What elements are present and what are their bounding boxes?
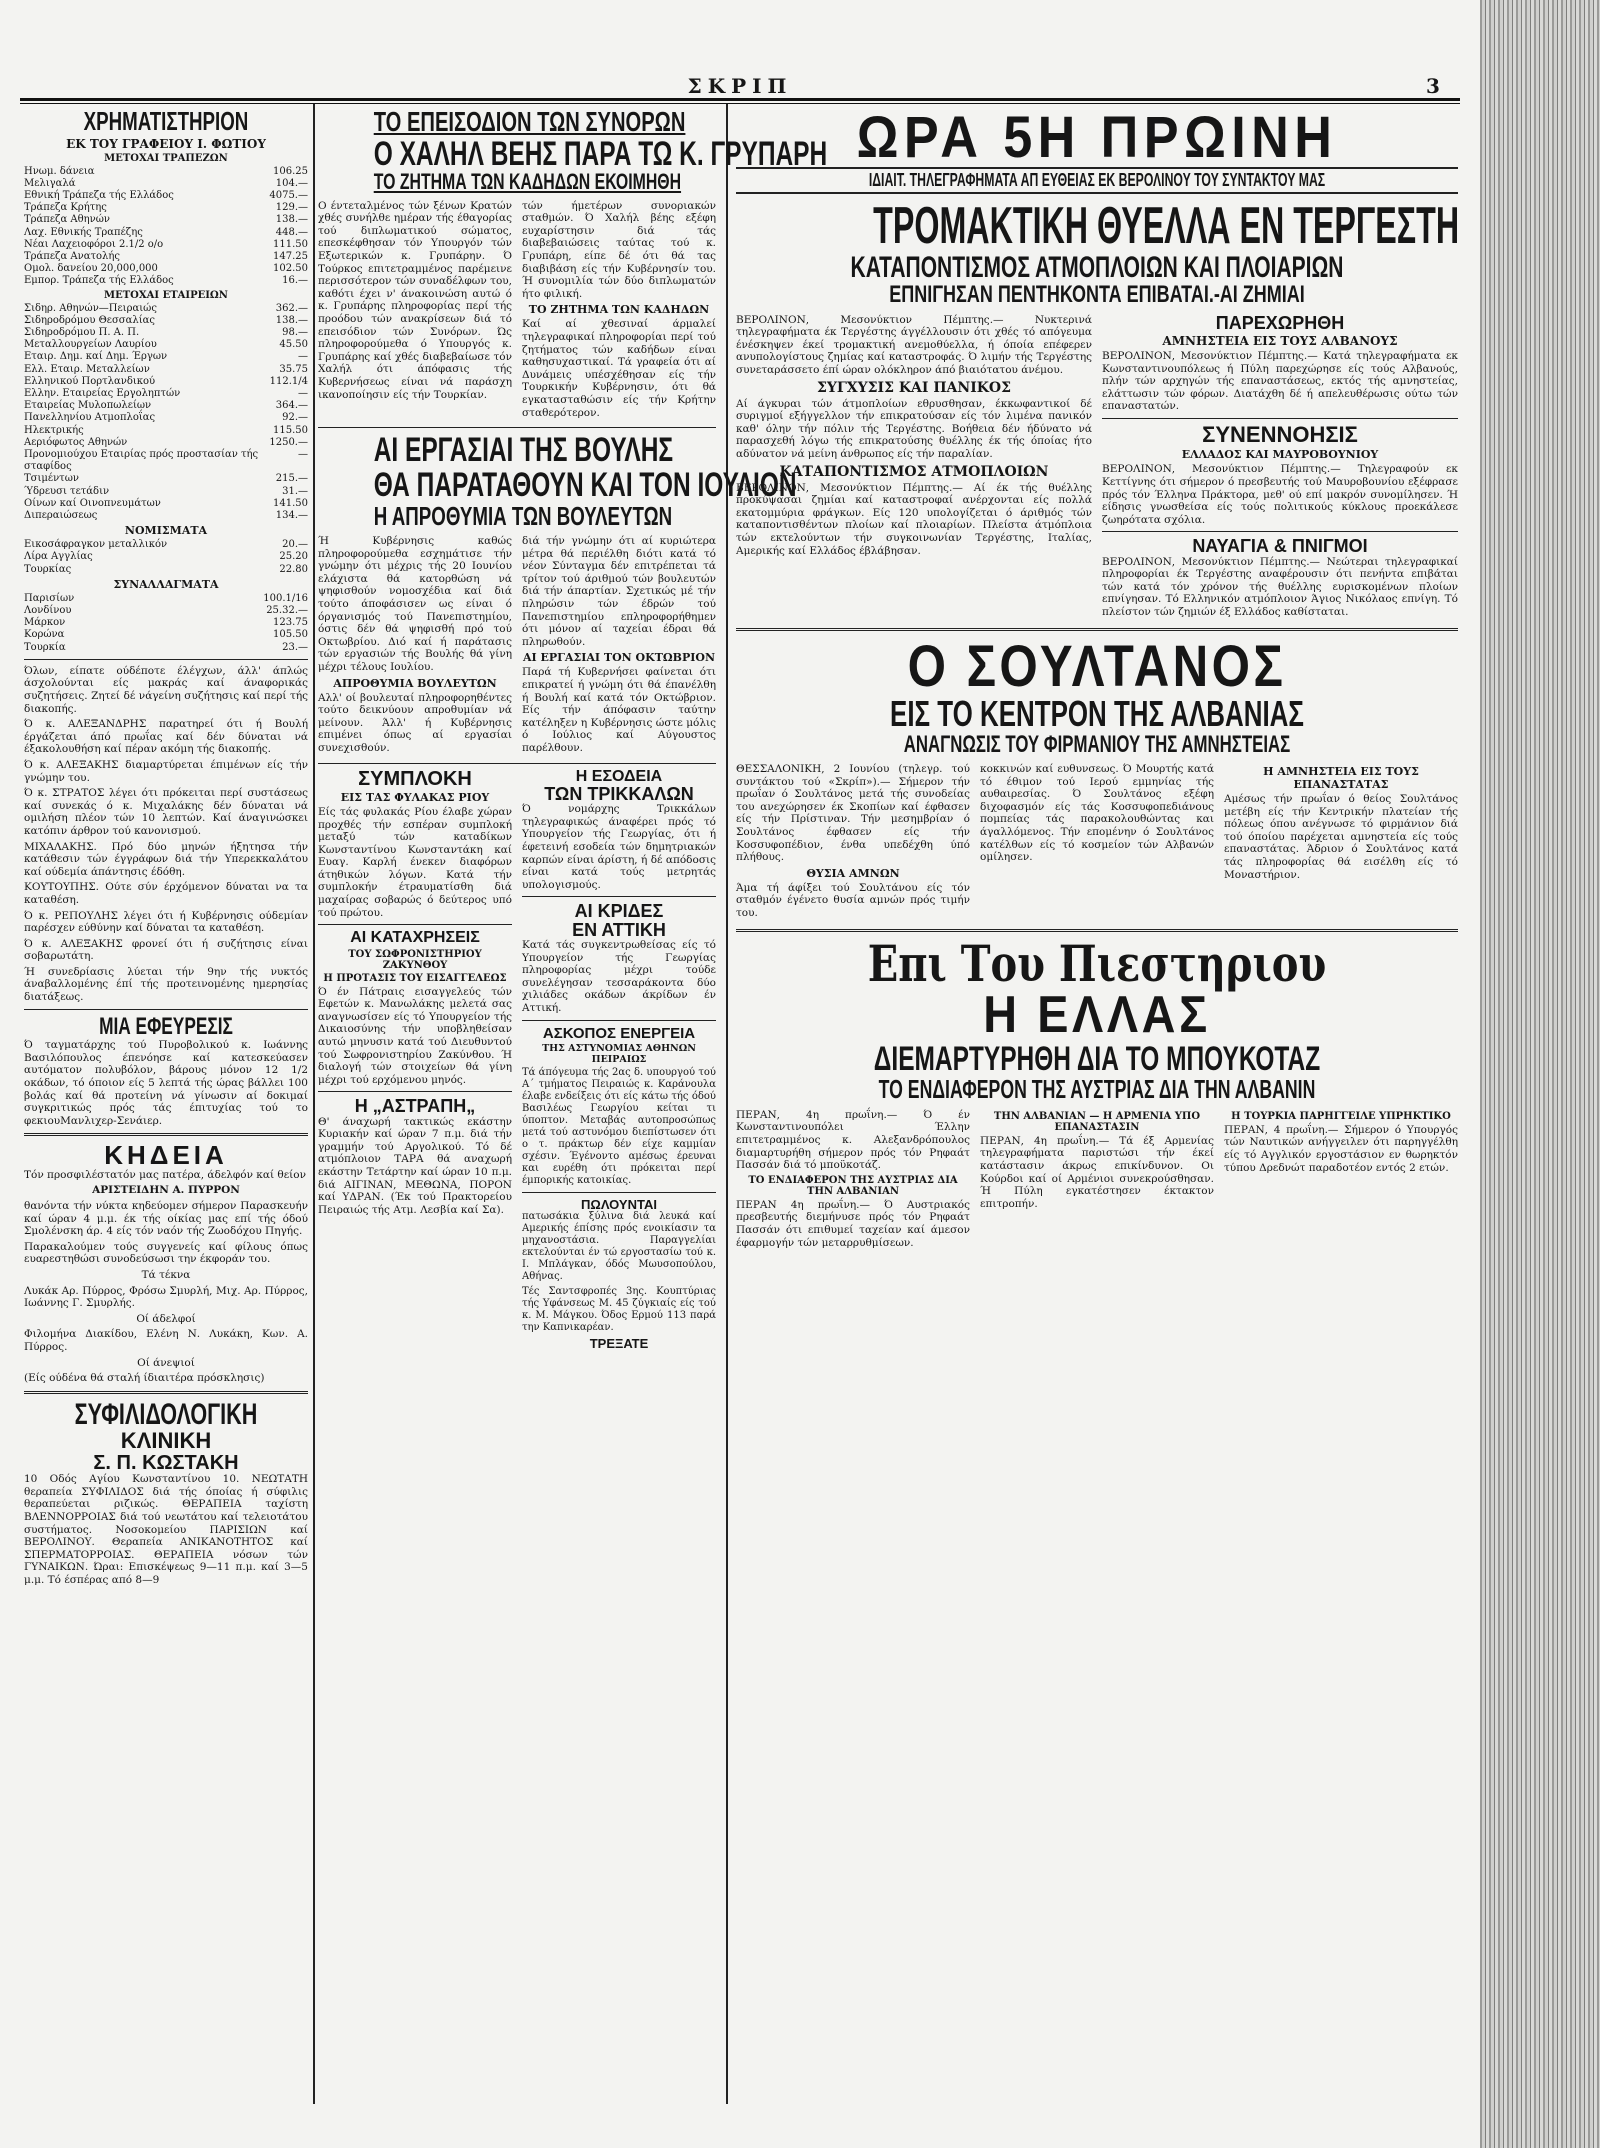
funeral-line: ΑΡΙΣΤΕΙΔΗΝ Α. ΠΥΡΡΟΝ (92, 1184, 240, 1197)
exchange-row (24, 166, 308, 178)
parliament-notes (24, 665, 308, 1004)
exchange-row (24, 339, 308, 351)
exchange-row-value: 123.75 (273, 617, 308, 629)
exchange-row (24, 510, 308, 522)
exchange-row (24, 412, 308, 424)
funeral-title: ΚΗΔΕΙΑ (104, 1140, 228, 1171)
article-text: πατωσάκια ξύλινα διά λευκά καί Αμερικής έπίσης πρός ενοικίασιν τα μηχανοστάσια. Παραγγελίαι εκτελούνται έν τώ εργοστασίω τού κ. Ι. Μπλάγκαν, όδός Μωυσοπούλου, Αθήνας. (522, 1211, 716, 1283)
exchange-row-label: Ελληνικού Πορτλανδικού (24, 375, 156, 387)
zante-title: ΑΙ ΚΑΤΑΧΡΗΣΕΙΣ (350, 929, 480, 947)
exchange-row-value: 1250.— (269, 436, 308, 448)
storm-subheadline: ΚΑΤΑΠΟΝΤΙΣΜΟΣ ΑΤΜΟΠΛΟΙΩΝ ΚΑΙ ΠΛΟΙΑΡΙΩΝ (850, 250, 1344, 284)
article-text: Ό νομάρχης Τρικκάλων τηλεγραφικώς άναφέρει πρός τό Υπουργείον τής Γεωργίας, ότι ή έφετεινή εσοδεία τών δημητριακών καρπών είναι άρίστη, ή δέ απόδοσις είναι κατά τούς μετρητάς υπολογισμούς. (522, 803, 716, 891)
exchange-row (24, 388, 308, 400)
exchange-row (24, 275, 308, 287)
article-text: Ό κ. ΑΛΕΞΑΝΔΡΗΣ παρατηρεί ότι ή Βουλή έργάζεται άπό πρωΐας καί δέν δύναται νά έξακολουθήση καί πέραν ακόμη τής διακοπής. (24, 718, 308, 756)
exchange-row-value: 35.75 (279, 363, 308, 375)
exchange-row-label: Εθνική Τράπεζα τής Ελλάδος (24, 189, 174, 201)
zante-subtitle: ΤΟΥ ΣΩΦΡΟΝΙΣΤΗΡΙΟΥ ΖΑΚΥΝΘΟΥ (348, 948, 482, 971)
storm-subheadline: ΕΠΝΙΓΗΣΑΝ ΠΕΝΤΗΚΟΝΤΑ ΕΠΙΒΑΤΑΙ.-ΑΙ ΖΗΜΙΑΙ (889, 281, 1305, 309)
exchange-row (24, 437, 308, 449)
exchange-row-value: 25.32.— (266, 605, 308, 617)
exchange-row-label: Ελλ. Εταιρ. Μεταλλείων (24, 363, 150, 375)
article-text: Τά άπόγευμα τής 2ας δ. υπουργού τού Α΄ τμήματος Πειραιώς κ. Καράνουλα έλαβε ενδείξεις ότι είς κάτω τής όδού Βασιλέως Γεωργίου κείται τι ύποπτον. Μεταβάς αυτοπροσώπως μετά τού αστυνόμου διεπίστωσεν ότι ο τ. πράκτωρ δέν είχε καμμίαν σχέσιν. Έγένοντο αμέσως έρευναι και ευρέθη ότι πρόκειται περί έμπορικής κατοικίας. (522, 1066, 716, 1186)
article-text: Ό κ. ΑΛΕΞΑΚΗΣ διαμαρτύρεται έπιμένων είς τήν γνώμην του. (24, 758, 308, 784)
article-text: ΠΕΡΑΝ, 4η πρωΐνη.— Τά έξ Αρμενίας τηλεγραφήματα παριστώσι τήν έκεί κατάστασιν άκρως επικίνδυνον. Οι Κούρδοι καί οί Αρμένιοι συνεκρούσθησαν. Ή Πύλη εγκατέστησεν έκτακτον επιτροπήν. (980, 1134, 1214, 1210)
parliament-subheadline: ΘΑ ΠΑΡΑΤΑΘΟΥΝ ΚΑΙ ΤΟΝ ΙΟΥΛΙΟΝ (373, 465, 797, 504)
astrapi-title: Η „ΑΣΤΡΑΠΗ„ (354, 1096, 476, 1117)
amnesty-subtitle: ΑΜΝΗΣΤΕΙΑ ΕΙΣ ΤΟΥΣ ΑΛΒΑΝΟΥΣ (1162, 333, 1398, 348)
exchange-row (24, 303, 308, 315)
exchange-row (24, 190, 308, 202)
article-text: ΒΕΡΟΛΙΝΟΝ, Μεσονύκτιον Πέμπτης.— Νυκτερινά τηλεγραφήματα έκ Τεργέστης άγγέλλουσιν ότι χθές τό απόγευμα ένέσκηψεν έκεί τρομακτική ανεμοθύελλα, ή όποία επέφερεν ανυπολογίστους ζημίας καί καταστροφάς. Ό λιμήν τής Τεργέστης συνεταράσσετο έπί ώραν ολόκληρον άπό βιαιότατου άνέμου. (736, 313, 1092, 376)
exchange-table-rates (24, 593, 308, 654)
exchange-row-label: Οίνων καί Οινοπνευμάτων (24, 497, 161, 509)
exchange-row-value: 25.20 (279, 551, 308, 563)
article-text: Ό κ. ΣΤΡΑΤΟΣ λέγει ότι πρόκειται περί συστάσεως καί συνεκάς ό κ. Μιχαλάκης δέν δύναται νά ομιλήση πλέον τών 10 λεπτών. Καί άναγινώσκει κατόπιν άρθρον τού κανονισμού. (24, 787, 308, 837)
parliament-headline: ΑΙ ΕΡΓΑΣΙΑΙ ΤΗΣ ΒΟΥΛΗΣ (373, 431, 674, 470)
masthead-rule (20, 98, 1460, 104)
funeral-line: Φιλομήνα Διακίδου, Ελένη Ν. Λυκάκη, Κων. Α. Πύρρος. (24, 1328, 308, 1353)
exchange-table-banks (24, 166, 308, 288)
article-text: ΠΕΡΑΝ 4η πρωΐνη.— Ό Αυστριακός πρεσβευτής διεμήνυσε πρός τόν Ρηφαάτ Πασσάν ότι επιθυμεί ταχείαν καί άμεσον έφαρμογήν τών μεταρρυθμίσεων. (736, 1198, 970, 1249)
article-text: Ο έντεταλμένος τών ξένων Κρατών χθές συνήλθε ημέραν τής έθαγορίας τού διπλωματικού σώματος, επεσκέφθησαν τόν Υπουργόν τών Εξωτερικών κ. Γρυπάρην. Ό Τούρκος επιτετραμμένος παρέμεινε περισσότερον τών συναδέλφων του, καθότι έχει ν' άνακοινώση αυτώ ό κ. Γρυπάρης πληροφορίας περί τής προόδου τών ανακρίσεων διά τό επεισόδιον τών Συνόρων. Ώς πληροφορούμεθα ό Υπουργός κ. Γρυπάρης καί χθές διαβεβαίωσε τόν Χαλήλ ότι άπόφασις τής Κυβερνήσεως είναι νά παράσχη ικανοποίησιν είς τήν Τουρκίαν. (318, 199, 512, 401)
exchange-row-label: Ηλεκτρικής (24, 424, 84, 436)
agree-title: ΣΥΝΕΝΝΟΗΣΙΣ (1202, 421, 1358, 447)
exchange-row-label: Τουρκία (24, 641, 66, 653)
exchange-row-label: Τράπεζα Κρήτης (24, 202, 107, 214)
main-headline: ΩΡΑ 5Η ΠΡΩΙΝΗ (856, 105, 1338, 170)
exchange-row-label: Μεταλλουργείων Λαυρίου (24, 339, 157, 351)
press-subheadline: ΔΙΕΜΑΡΤΥΡΗΘΗ ΔΙΑ ΤΟ ΜΠΟΥΚΟΤΑΖ (873, 1039, 1321, 1078)
exchange-row-label: Λαχ. Εθνικής Τραπέζης (24, 226, 143, 238)
exchange-row-label: Τσιμέντων (24, 473, 79, 485)
exchange-row (24, 449, 308, 473)
exchange-table-companies (24, 303, 308, 523)
article-text: ΠΕΡΑΝ, 4η πρωΐνη.— Ό έν Κωνσταντινουπόλει Έλλην επιτετραμμένος κ. Αλεξανδρόπουλος διαμαρτυρήθη σήμερον πρός τόν Ρηφαάτ Πασσάν διά τό μποϋκοτάζ. (736, 1108, 970, 1172)
exchange-row-label: Εικοσάφραγκον μεταλλικόν (24, 539, 168, 551)
exchange-row-value: 100.1/16 (263, 592, 308, 604)
exchange-row-label: Ελλην. Εταιρείας Εργοληπτών (24, 387, 181, 399)
article-text: Αλλ' οί βουλευταί πληροφορηθέντες τούτο δεικνύουν απροθυμίαν νά μείνουν. Άλλ' ή Κυβέρνησις επιμένει όπως αί εργασίαι συνεχισθούν. (318, 691, 512, 754)
article-text: κοκκινών καί ευθυνσεως. Ό Μουρτής κατά τό έθιμον τού Ιερού εμμηνίας τής αυθαιρεσίας. Ό Σουλτάνος εξέφη διχοφασμόν είς τάς Κοσσυφοπεδιάνους πομπείας τάς παρακολουθώντας και άγαλλόμενος. Τήν επομένην ό Σουλτάνος κατέλθων είς τό κοσμείον τών Αλβανών ομίλησεν. (980, 763, 1214, 864)
article-text: Ή συνεδρίασις λύεται τήν 9ην τής νυκτός άναβαλλομένης έπί τής προτεινομένης ημερησίας διατάξεως. (24, 965, 308, 1004)
exchange-row (24, 251, 308, 263)
exchange-row-label: Σιδηροδρόμου Π. Α. Π. (24, 326, 140, 338)
exchange-row-value: 362.— (275, 302, 308, 314)
article-text: ΠΕΡΑΝ, 4 πρωΐνη.— Σήμερον ό Υπουργός τών Ναυτικών ανήγγειλεν ότι παρηγγέλθη είς τό Αγγλικόν εργοστάσιον εν θωρηκτόν τύπου Δρεδνώτ παραδοτέον εντός 2 ετών. (1224, 1123, 1458, 1174)
exchange-row-label: Προνομιούχου Εταιρίας πρός προστασίαν τής σταφίδος (24, 448, 259, 473)
column-left (24, 108, 308, 2098)
exchange-row (24, 315, 308, 327)
clinic-text: 10 Οδός Αγίου Κωνσταντίνου 10. ΝΕΩΤΑΤΗ θεραπεία ΣΥΦΙΛΙΔΟΣ διά τής όποίας ή σύφιλις θεραπεύεται ριζικώς. ΘΕΡΑΠΕΙΑ ταχίστη ΒΛΕΝΝΟΡΡΟΙΑΣ διά τού νεωτάτου καί τελειοτάτου συστήματος. Νοσοκομείου ΠΑΡΙΣΙΩΝ καί ΒΕΡΟΛΙΝΟΥ. Θεραπεία ΑΝΙΚΑΝΟΤΗΤΟΣ καί ΣΠΕΡΜΑΤΟΡΡΟΙΑΣ. ΘΕΡΑΠΕΙΑ νόσων τών ΓΥΝΑΙΚΩΝ. Ώραι: Επισκέψεως 9—11 π.μ. καί 3—5 μ.μ. Τό έσπέρας από 8—9 (24, 1473, 308, 1586)
funeral-line: Λυκάκ Αρ. Πύρρος, Φρόσω Σμυρλή, Μιχ. Αρ. Πύρρος, Ιωάννης Γ. Σμυρλής. (24, 1284, 308, 1310)
wreck-title: ΝΑΥΑΓΙΑ & ΠΝΙΓΜΟΙ (1192, 536, 1368, 557)
article-text: ΘΕΣΣΑΛΟΝΙΚΗ, 2 Ιουνίου (τηλεγρ. τού συντάκτου τού «Σκρίπ»).— Σήμερον τήν πρωΐαν ό Σουλτάνος μετά τής συνοδείας του ανεχώρησεν έκ Σκοπίων καί έφθασεν είς τήν Πρίστιναν. Τήν μεσημβρίαν ό Σουλτάνος έφθασεν είς τήν Κοσσυφοπέδιον, ένθα υπεδέχθη ύπό πλήθους. (736, 763, 970, 864)
trikala-subtitle: ΤΩΝ ΤΡΙΚΚΑΛΩΝ (544, 783, 694, 804)
section-heading: Η ΤΟΥΡΚΙΑ ΠΑΡΗΓΓΕΙΛΕ ΥΠΡΗΚΤΙΚΟ (1231, 1110, 1451, 1122)
exchange-row (24, 642, 308, 654)
exchange-row-value: 147.25 (273, 250, 308, 262)
exchange-row-label: Σιδηρ. Αθηνών—Πειραιώς (24, 302, 157, 314)
exchange-row (24, 400, 308, 412)
exchange-row-label: Νέαι Λαχειοφόροι 2.1/2 ο/ο (24, 238, 164, 250)
exchange-row-label: Ύδρευσι τετάδιν (24, 485, 110, 497)
exchange-row-value: 115.50 (273, 424, 308, 436)
exchange-row (24, 227, 308, 239)
exchange-row (24, 214, 308, 226)
exchange-row-value: 111.50 (273, 238, 308, 250)
exchange-row-value: — (298, 351, 308, 363)
article-text: Αί άγκυραι τών άτμοπλοίων εθρυσθησαν, έκκωφαντικοί δέ συριγμοί εξήγγελλον τήν επικρατούσαν είς τόν λιμένα πανικόν καθ' όλην τήν πόλιν τής Τεργέστης. Βοήθεια δέν ήδύνατο νά παρασχεθή λόγω τής επικρατούσης θυέλλης έκ τής όποίας ήτο αδύνατον νά μείνη άνθρωπος είς τήν παραλίαν. (736, 397, 1092, 460)
exchange-subtitle: ΕΚ ΤΟΥ ΓΡΑΦΕΙΟΥ Ι. ΦΩΤΙΟΥ (66, 136, 266, 151)
exchange-row (24, 498, 308, 510)
riot-title: ΣΥΜΠΛΟΚΗ (358, 767, 472, 790)
exchange-row-label: Ηνωμ. δάνεια (24, 165, 95, 177)
exchange-row-value: 134.— (275, 510, 308, 521)
exchange-row-value: — (298, 387, 308, 399)
exchange-row-label: Παρισίων (24, 592, 75, 604)
funeral-line: Παρακαλούμεν τούς συγγενείς καί φίλους όπως ευαρεστηθώσι συνοδεύσωσι την έκφοράν του. (24, 1240, 308, 1266)
parliament-subheadline: Η ΑΠΡΟΘΥΜΙΑ ΤΩΝ ΒΟΥΛΕΥΤΩΝ (373, 500, 673, 531)
exchange-row (24, 239, 308, 251)
funeral-line: Τόν προσφιλέστατόν μας πατέρα, άδελφόν καί θείον (24, 1168, 306, 1181)
exchange-row (24, 376, 308, 388)
section-heading: ΣΥΓΧΥΣΙΣ ΚΑΙ ΠΑΝΙΚΟΣ (816, 379, 1012, 396)
article-text: τών ήμετέρων συνοριακών σταθμών. Ό Χαλήλ βέης εξέφη ευχαρίστησιν διά τάς διαβεβαιώσεις ταύτας τού κ. Γρυπάρη, είπε δέ ότι θά τας διαβιβάση είς τήν Κυβέρνησίν του. Ή συνομιλία τών δύο διπλωματών ήτο φιλική. (522, 199, 716, 300)
article-text: ΜΙΧΑΛΑΚΗΣ. Πρό δύο μηνών ήξητησα τήν κατάθεσιν τών έγγράφων διά τήν Υπερεκκαλάτου καί ούδεμία άπάντησις έδόθη. (24, 840, 308, 878)
exchange-row-label: Σιδηροδρόμου Θεσσαλίας (24, 314, 155, 326)
section-heading: ΤΟ ΕΝΔΙΑΦΕΡΟΝ ΤΗΣ ΑΥΣΤΡΙΑΣ ΔΙΑ ΤΗΝ ΑΛΒΑΝΙΑΝ (748, 1174, 958, 1197)
article-text: Αμέσως τήν πρωΐαν ό θείος Σουλτάνος μετέβη είς τήν Κεντρικήν πλατείαν τής πόλεως όπου ανέγνωσε τό φιρμάνιον διά τού όποίου παρέχεται αμνηστεία είς τούς επαναστάτας. Άδριον ό Σουλτάνος κατά τάς πληροφορίας θά εισέλθη είς τό Μοναστήριον. (1224, 793, 1458, 881)
exchange-row-value: — (298, 448, 308, 460)
riot-subtitle: ΕΙΣ ΤΑΣ ΦΥΛΑΚΑΣ ΡΙΟΥ (340, 790, 490, 804)
exchange-row-label: Εταιρ. Δημ. καί Δημ. Έργων (24, 351, 168, 363)
exchange-row-value: 138.— (275, 214, 308, 226)
funeral-notice (24, 1169, 308, 1385)
exchange-row-value: 215.— (275, 473, 308, 485)
clinic-subtitle: ΚΛΙΝΙΚΗ (120, 1428, 212, 1454)
main-subheadline: ΙΔΙΑΙΤ. ΤΗΛΕΓΡΑΦΗΜΑΤΑ ΑΠ ΕΥΘΕΙΑΣ ΕΚ ΒΕΡΟΛΙΝΟΥ ΤΟΥ ΣΥΝΤΑΚΤΟΥ ΜΑΣ (736, 167, 1458, 193)
exchange-row-value: 105.50 (273, 629, 308, 641)
exchange-row (24, 425, 308, 437)
article-text: ΒΕΡΟΛΙΝΟΝ, Μεσονύκτιον Πέμπτης.— Αί έκ τής θυέλλης προκύψασαι ζημίαι καί καταστροφαί ανέρχονται είς πολλά εκατομμύρια φράγκων. Είς 120 υπολογίζεται ό άριθμός τών καταποντισθέντων πλοίων καί πλοιαρίων. Πλείστα άτμόπλοια τών εκτελούντων τήν συγκοινωνίαν Τεργέστης, Ιταλίας, Αμερικής καί Ελλάδος έβλάβησαν. (736, 481, 1092, 557)
exchange-row-value: 4075.— (269, 189, 308, 201)
exchange-title: ΧΡΗΜΑΤΙΣΤΗΡΙΟΝ (83, 106, 249, 136)
press-headline: Επι Του Πιεστηριου (867, 933, 1327, 993)
column-right (736, 105, 1460, 2098)
zante-subtitle: Η ΠΡΟΤΑΣΙΣ ΤΟΥ ΕΙΣΑΓΓΕΛΕΩΣ (323, 972, 507, 984)
exchange-row (24, 327, 308, 339)
exchange-row-label: Εταιρείας Μυλοπωλείων (24, 400, 152, 412)
exchange-row-value: 98.— (282, 326, 308, 338)
section-heading: ΤΟ ΖΗΤΗΜΑ ΤΩΝ ΚΑΔΗΔΩΝ (528, 303, 710, 317)
exchange-row (24, 539, 308, 551)
exchange-section: ΜΕΤΟΧΑΙ ΕΤΑΙΡΕΙΩΝ (104, 289, 228, 301)
sultan-headline: Ο ΣΟΥΛΤΑΝΟΣ (907, 633, 1287, 699)
clinic-title: ΣΥΦΙΛΙΔΟΛΟΓΙΚΗ (74, 1397, 258, 1431)
column-divider (313, 104, 315, 2104)
exchange-row-value: 22.80 (279, 563, 308, 575)
exchange-row-label: Μάρκον (24, 617, 66, 629)
funeral-line: (Είς ούδένα θά σταλή ίδιαιτέρα πρόσκλησις) (24, 1372, 265, 1385)
article-text: Κατά τάς συγκεντρωθείσας είς τό Υπουργείον τής Γεωργίας πληροφορίας μέχρι τούδε συνελέγησαν τεσσαράκοντα δύο χιλιάδες οκάδων άκρίδων έν Αττική. (522, 939, 716, 1015)
exchange-section: ΝΟΜΙΣΜΑΤΑ (124, 524, 208, 538)
article-text: ΚΟΥΤΟΥΠΗΣ. Ούτε σύν έρχόμενον δύναται να τα καταθέση. (24, 881, 308, 906)
funeral-line: Τά τέκνα (141, 1268, 191, 1281)
exchange-row (24, 593, 308, 605)
section-heading: ΑΙ ΕΡΓΑΣΙΑΙ ΤΟΝ ΟΚΤΩΒΡΙΟΝ (522, 651, 716, 665)
press-subheadline: ΤΟ ΕΝΔΙΑΦΕΡΟΝ ΤΗΣ ΑΥΣΤΡΙΑΣ ΔΙΑ ΤΗΝ ΑΛΒΑΝΙΝ (878, 1074, 1316, 1105)
section-heading: Η ΑΜΝΗΣΤΕΙΑ ΕΙΣ ΤΟΥΣ ΕΠΑΝΑΣΤΑΤΑΣ (1263, 765, 1419, 792)
funeral-line: Οί άνεψιοί (137, 1356, 195, 1369)
invention-text: Ό ταγματάρχης τού Πυροβολικού κ. Ιωάννης Βασιλόπουλος έπενόησε καί κατεσκεύασεν αυτόματον πολυβόλον, βάρους μόνον 12 1/2 οκάδων, τό όποιον είς 5 λεπτά τής ώρας βάλλει 100 βολάς καί θά προτείνη νά γίνωσιν αί δοκιμαί συγκριτικώς πρός τάς έπιτυχίας τού το φεκιουΜανλιχερ-Σενάιερ. (24, 1039, 308, 1127)
border-subheadline: ΤΟ ΖΗΤΗΜΑ ΤΩΝ ΚΑΔΗΔΩΝ ΕΚΟΙΜΗΘΗ (373, 169, 682, 195)
exchange-row-label: Λίρα Αγγλίας (24, 551, 93, 563)
agree-subtitle: ΕΛΛΑΔΟΣ ΚΑΙ ΜΑΥΡΟΒΟΥΝΙΟΥ (1181, 448, 1379, 462)
invention-title: ΜΙΑ ΕΦΕΥΡΕΣΙΣ (99, 1012, 233, 1040)
exchange-row-value: 102.50 (273, 263, 308, 275)
exchange-row-value: 141.50 (273, 497, 308, 509)
exchange-row (24, 617, 308, 629)
locust-subtitle: ΕΝ ΑΤΤΙΚΗ (572, 919, 666, 940)
border-headline: ΤΟ ΕΠΕΙΣΟΔΙΟΝ ΤΩΝ ΣΥΝΟΡΩΝ (373, 106, 686, 137)
sultan-subheadline: ΕΙΣ ΤΟ ΚΕΝΤΡΟΝ ΤΗΣ ΑΛΒΑΝΙΑΣ (890, 692, 1304, 734)
sultan-subheadline: ΑΝΑΓΝΩΣΙΣ ΤΟΥ ΦΙΡΜΑΝΙΟΥ ΤΗΣ ΑΜΝΗΣΤΕΙΑΣ (903, 730, 1291, 758)
exchange-row (24, 202, 308, 214)
police-subtitle: ΤΗΣ ΑΣΤΥΝΟΜΙΑΣ ΑΘΗΝΩΝ ΠΕΙΡΑΙΩΣ (542, 1042, 696, 1065)
exchange-row-value: 138.— (275, 314, 308, 326)
section-heading: ΚΑΤΑΠΟΝΤΙΣΜΟΣ ΑΤΜΟΠΛΟΙΩΝ (779, 463, 1049, 480)
column-middle (318, 106, 828, 2098)
exchange-row (24, 364, 308, 376)
exchange-row-value: 31.— (282, 485, 308, 497)
article-text: Παρά τή Κυβερνήσει φαίνεται ότι επικρατεί ή γνώμη ότι θά έπανέλθη ή Βουλή καί κατά τόν Οκτώβριον. Είς τήν άπόφασιν ταύτην κατέληξεν η Κυβέρνησις ώστε μόλις ό Ιούλιος καί Αύγουστος παρέλθουν. (522, 666, 716, 754)
locust-title: ΑΙ ΚΡΙΔΕΣ (574, 901, 664, 922)
exchange-row (24, 605, 308, 617)
scan-edge (1480, 0, 1600, 2148)
article-text: Ή Κυβέρνησις καθώς πληροφορούμεθα εσχημάτισε τήν γνώμην ότι μέχρις τής 20 Ιουνίου ελάχιστα θά κατορθώση νά ψηφισθούν νομοσχέδια καί διά τούτο άποφάσισεν ως είναι ό όργανισμός τού Πανεπιστημίου, όστις δέν θά ψηφισθή πρό τού Οκτωβρίου. Διό καί ή παράτασις τών εργασιών τής Βουλής θά γίνη μέχρι τέλους Ιουλίου. (318, 535, 512, 673)
amnesty-title: ΠΑΡΕΧΩΡΗΘΗ (1215, 312, 1345, 333)
press-subheadline: Η ΕΛΛΑΣ (983, 985, 1211, 1044)
clinic-doctor: Σ. Π. ΚΩΣΤΑΚΗ (93, 1451, 239, 1474)
exchange-row-value: 104.— (275, 177, 308, 189)
exchange-row (24, 564, 308, 576)
section-heading: ΘΥΣΙΑ ΑΜΝΩΝ (806, 866, 900, 880)
exchange-row (24, 351, 308, 363)
exchange-row-value: 45.50 (279, 339, 308, 351)
exchange-table-currency (24, 539, 308, 576)
exchange-row-value: 129.— (275, 202, 308, 214)
trikala-title: Η ΕΣΟΔΕΙΑ (575, 767, 663, 785)
exchange-row-value: 16.— (282, 275, 308, 287)
exchange-row-label: Λονδίνου (24, 605, 72, 617)
section-heading: ΑΠΡΟΘΥΜΙΑ ΒΟΥΛΕΥΤΩΝ (333, 676, 497, 690)
funeral-line: θανόντα τήν νύκτα κηδεύομεν σήμερον Παρασκευήν καί ώραν 4 μ.μ. έκ τής οίκίας μας επί τής όδού Σμολένσκη άρ. 4 είς τόν ναόν τής Ζωοδόχου Πηγής. (24, 1200, 308, 1238)
exchange-row-label: Αεριόφωτος Αθηνών (24, 436, 128, 448)
exchange-row-value: 23.— (282, 641, 308, 653)
exchange-row-value: 364.— (275, 400, 308, 412)
exchange-row (24, 473, 308, 485)
column-divider (726, 104, 728, 2104)
article-text: Θ' άναχωρή τακτικώς εκάστην Κυριακήν καί ώραν 7 π.μ. διά τήν γραμμήν τού Αργολικού. Τό δέ ατμόπλοιον ΤΑΡΑ θά αναχωρή εκάστην Τετάρτην καί ώραν 10 π.μ. διά ΑΙΓΙΝΑΝ, ΜΕΘΩΝΑ, ΠΟΡΟΝ καί ΥΔΡΑΝ. (Έκ τού Πρακτορείου Πειραιώς τής Ατμ. Λεσβία καί Σα). (318, 1115, 512, 1216)
exchange-row (24, 178, 308, 190)
border-subheadline: Ο ΧΑΛΗΛ ΒΕΗΣ ΠΑΡΑ ΤΩ Κ. ΓΡΥΠΑΡΗ (373, 134, 828, 173)
sale-title: ΠΩΛΟΥΝΤΑΙ (581, 1196, 657, 1212)
police-title: ΑΣΚΟΠΟΣ ΕΝΕΡΓΕΙΑ (542, 1024, 696, 1042)
exchange-section: ΜΕΤΟΧΑΙ ΤΡΑΠΕΖΩΝ (104, 152, 228, 164)
exchange-row (24, 551, 308, 563)
exchange-row-value: 112.1/4 (269, 375, 308, 387)
exchange-row (24, 486, 308, 498)
exchange-row-label: Τουρκίας (24, 563, 72, 575)
exchange-row-label: Ομολ. δανείου 20,000,000 (24, 263, 158, 275)
storm-headline: ΤΡΟΜΑΚΤΙΚΗ ΘΥΕΛΛΑ ΕΝ ΤΕΡΓΕΣΤΗ (873, 196, 1460, 255)
exchange-section: ΣΥΝΑΛΛΑΓΜΑΤΑ (113, 577, 219, 591)
exchange-row-value: 448.— (275, 226, 308, 238)
article-text: Άμα τή άφίξει τού Σουλτάνου είς τόν σταθμόν έγένετο θυσία αμνών πρός τιμήν του. (736, 881, 970, 919)
exchange-row-value: 92.— (282, 412, 308, 424)
exchange-row-label: Κορώνα (24, 629, 65, 641)
article-text: Τές Σαντσφροπές 3ης. Κουπτύριας τής Υφάνσεως Μ. 45 ζύγκιαίς είς τού κ. Μ. Μάγκου. Όδος Ερμού 113 παρά την Καπνικαρέαν. (522, 1286, 716, 1334)
article-text: Ό έν Πάτραις εισαγγελεύς τών Εφετών κ. Μανωλάκης μελετά σας αναγνωσίσεν είς τό Υπουργείον τής Δικαιοσύνης τήν υποβληθείσαν αυτώ μηνυσιν κατά τού Διευθυντού τού Σωφρονιστηρίου Ζακύνθου. Ή διαλογή τών στοιχείων θά γίνη μέχρι τού ερχόμενου μηνός. (318, 985, 512, 1086)
article-text: Ό κ. ΡΕΠΟΥΛΗΣ λέγει ότι ή Κυβέρνησις ούδεμίαν παρέσχεν εύθύνην καί δύναται τα καταθέση. (24, 909, 308, 935)
masthead-title: ΣΚΡΙΠ (687, 74, 793, 98)
article-text: Ό κ. ΑΛΕΞΑΚΗΣ φρονεί ότι ή συζήτησις είναι σοβαρωτάτη. (24, 937, 308, 963)
article-text: ΒΕΡΟΛΙΝΟΝ, Μεσονύκτιον Πέμπτης.— Τηλεγραφούν εκ Κεττίγνης ότι σήμερον ό πρεσβευτής τού Μαυροβουνίου εξέφρασε πρός τόν Έλληνα Πράκτορα, μεθ' ού επί μακρόν συνομίλησεν. Ή είδησις γνωσθείσα είς τούς πολιτικούς κύκλους προεκάλεσε ζωηρότατα σχόλια. (1102, 463, 1458, 526)
article-text: διά τήν γνώμην ότι αί κυριώτερα μέτρα θά περιέλθη διότι κατά τό νέον Σύνταγμα δέν επιτρέπεται τά τρίτον τού άριθμού τών βουλευτών διά τήν άπαρτίαν. Σχετικώς μέ τήν πληρώσιν τών έδρών τού Πανεπιστημίου επληροφορήθημεν ότι μόνον αί ταχείαι έδραι θά πληρωθούν. (522, 535, 716, 648)
article-text: Όλων, είπατε ούδέποτε έλέγχων, άλλ' άπλώς άσχολούνται είς μακράς καί άναφορικάς συζητήσεις. Ζητεί δέ νάγείνη συζήτησις καί περί τής διακοπής. (24, 664, 308, 715)
article-text: ΒΕΡΟΛΙΝΟΝ, Μεσονύκτιον Πέμπτης.— Κατά τηλεγραφήματα εκ Κωνσταντινουπόλεως ή Πύλη παρεχώρησε είς τούς Αλβανούς, πλήν τών αρχηγών τής επαναστάσεως, εκτός τής αμνηστείας, ελάττωσιν τών φόρων. Διατάχθη δέ ή απελευθέρωσις ούτω τών επαναστατών. (1102, 349, 1458, 413)
exchange-row-label: Πανελληνίου Ατμοπλοΐας (24, 412, 156, 424)
exchange-row (24, 629, 308, 641)
exchange-row-value: 106.25 (273, 165, 308, 177)
article-text: ΒΕΡΟΛΙΝΟΝ, Μεσονύκτιον Πέμπτης.— Νεώτεραι τηλεγραφικαί πληροφορίαι έκ Τεργέστης αναφέρουσιν ότι πενήντα επιβάται τών κατά τόν χρόνον τής θυέλλης ευρισκομένων πλοίων επνίγησαν. Τό Ελληνικόν ατμόπλοιον Άγιος Νικόλαος επνίγη. Τό πλείστον τών ζημιών έξ Ελλάδος καθίσταται. (1102, 555, 1458, 619)
exchange-row-label: Διπεραιώσεως (24, 510, 98, 521)
page-number: 3 (1426, 74, 1440, 98)
exchange-row-value: 20.— (282, 539, 308, 551)
section-heading: ΤΗΝ ΑΛΒΑΝΙΑΝ — Η ΑΡΜΕΝΙΑ ΥΠΟ ΕΠΑΝΑΣΤΑΣΙΝ (993, 1110, 1201, 1133)
article-text: Καί αί χθεσιναί άρμαλεί τηλεγραφικαί πληροφορίαι περί τού ζητήματος τών καδήδων είναι καθησυχαστικαί. Τά γραφεία ότι αί Δυνάμεις υπέσχέθησαν είς τήν Τουρκικήν Κυβέρνησιν, ότι θά εγκατασταθώσιν είς τήν Κρήτην σταθερότερον. (522, 318, 716, 419)
ad-title: ΤΡΕΞΑΤΕ (589, 1336, 649, 1352)
exchange-row-label: Εμπορ. Τράπεζα τής Ελλάδος (24, 275, 174, 287)
funeral-line: Οί άδελφοί (136, 1312, 196, 1325)
exchange-row-label: Τράπεζα Αθηνών (24, 214, 110, 226)
exchange-row (24, 263, 308, 275)
article-text: Είς τάς φυλακάς Ρίου έλαβε χώραν προχθές τήν εσπέραν συμπλοκή μεταξύ τών καταδίκων Κωνσταντίνου Κωνσταντάκη καί Ευαγ. Καρλή ένεκεν διαφόρων άτηθικών λόγων. Κατά τήν συμπλοκήν έτραυματίσθη διά μαχαίρας σοβαρώς ό δεύτερος υπό τού πρώτου. (318, 805, 512, 919)
exchange-row-label: Τράπεζα Ανατολής (24, 250, 120, 262)
exchange-row-label: Μελιγαλά (24, 177, 76, 189)
